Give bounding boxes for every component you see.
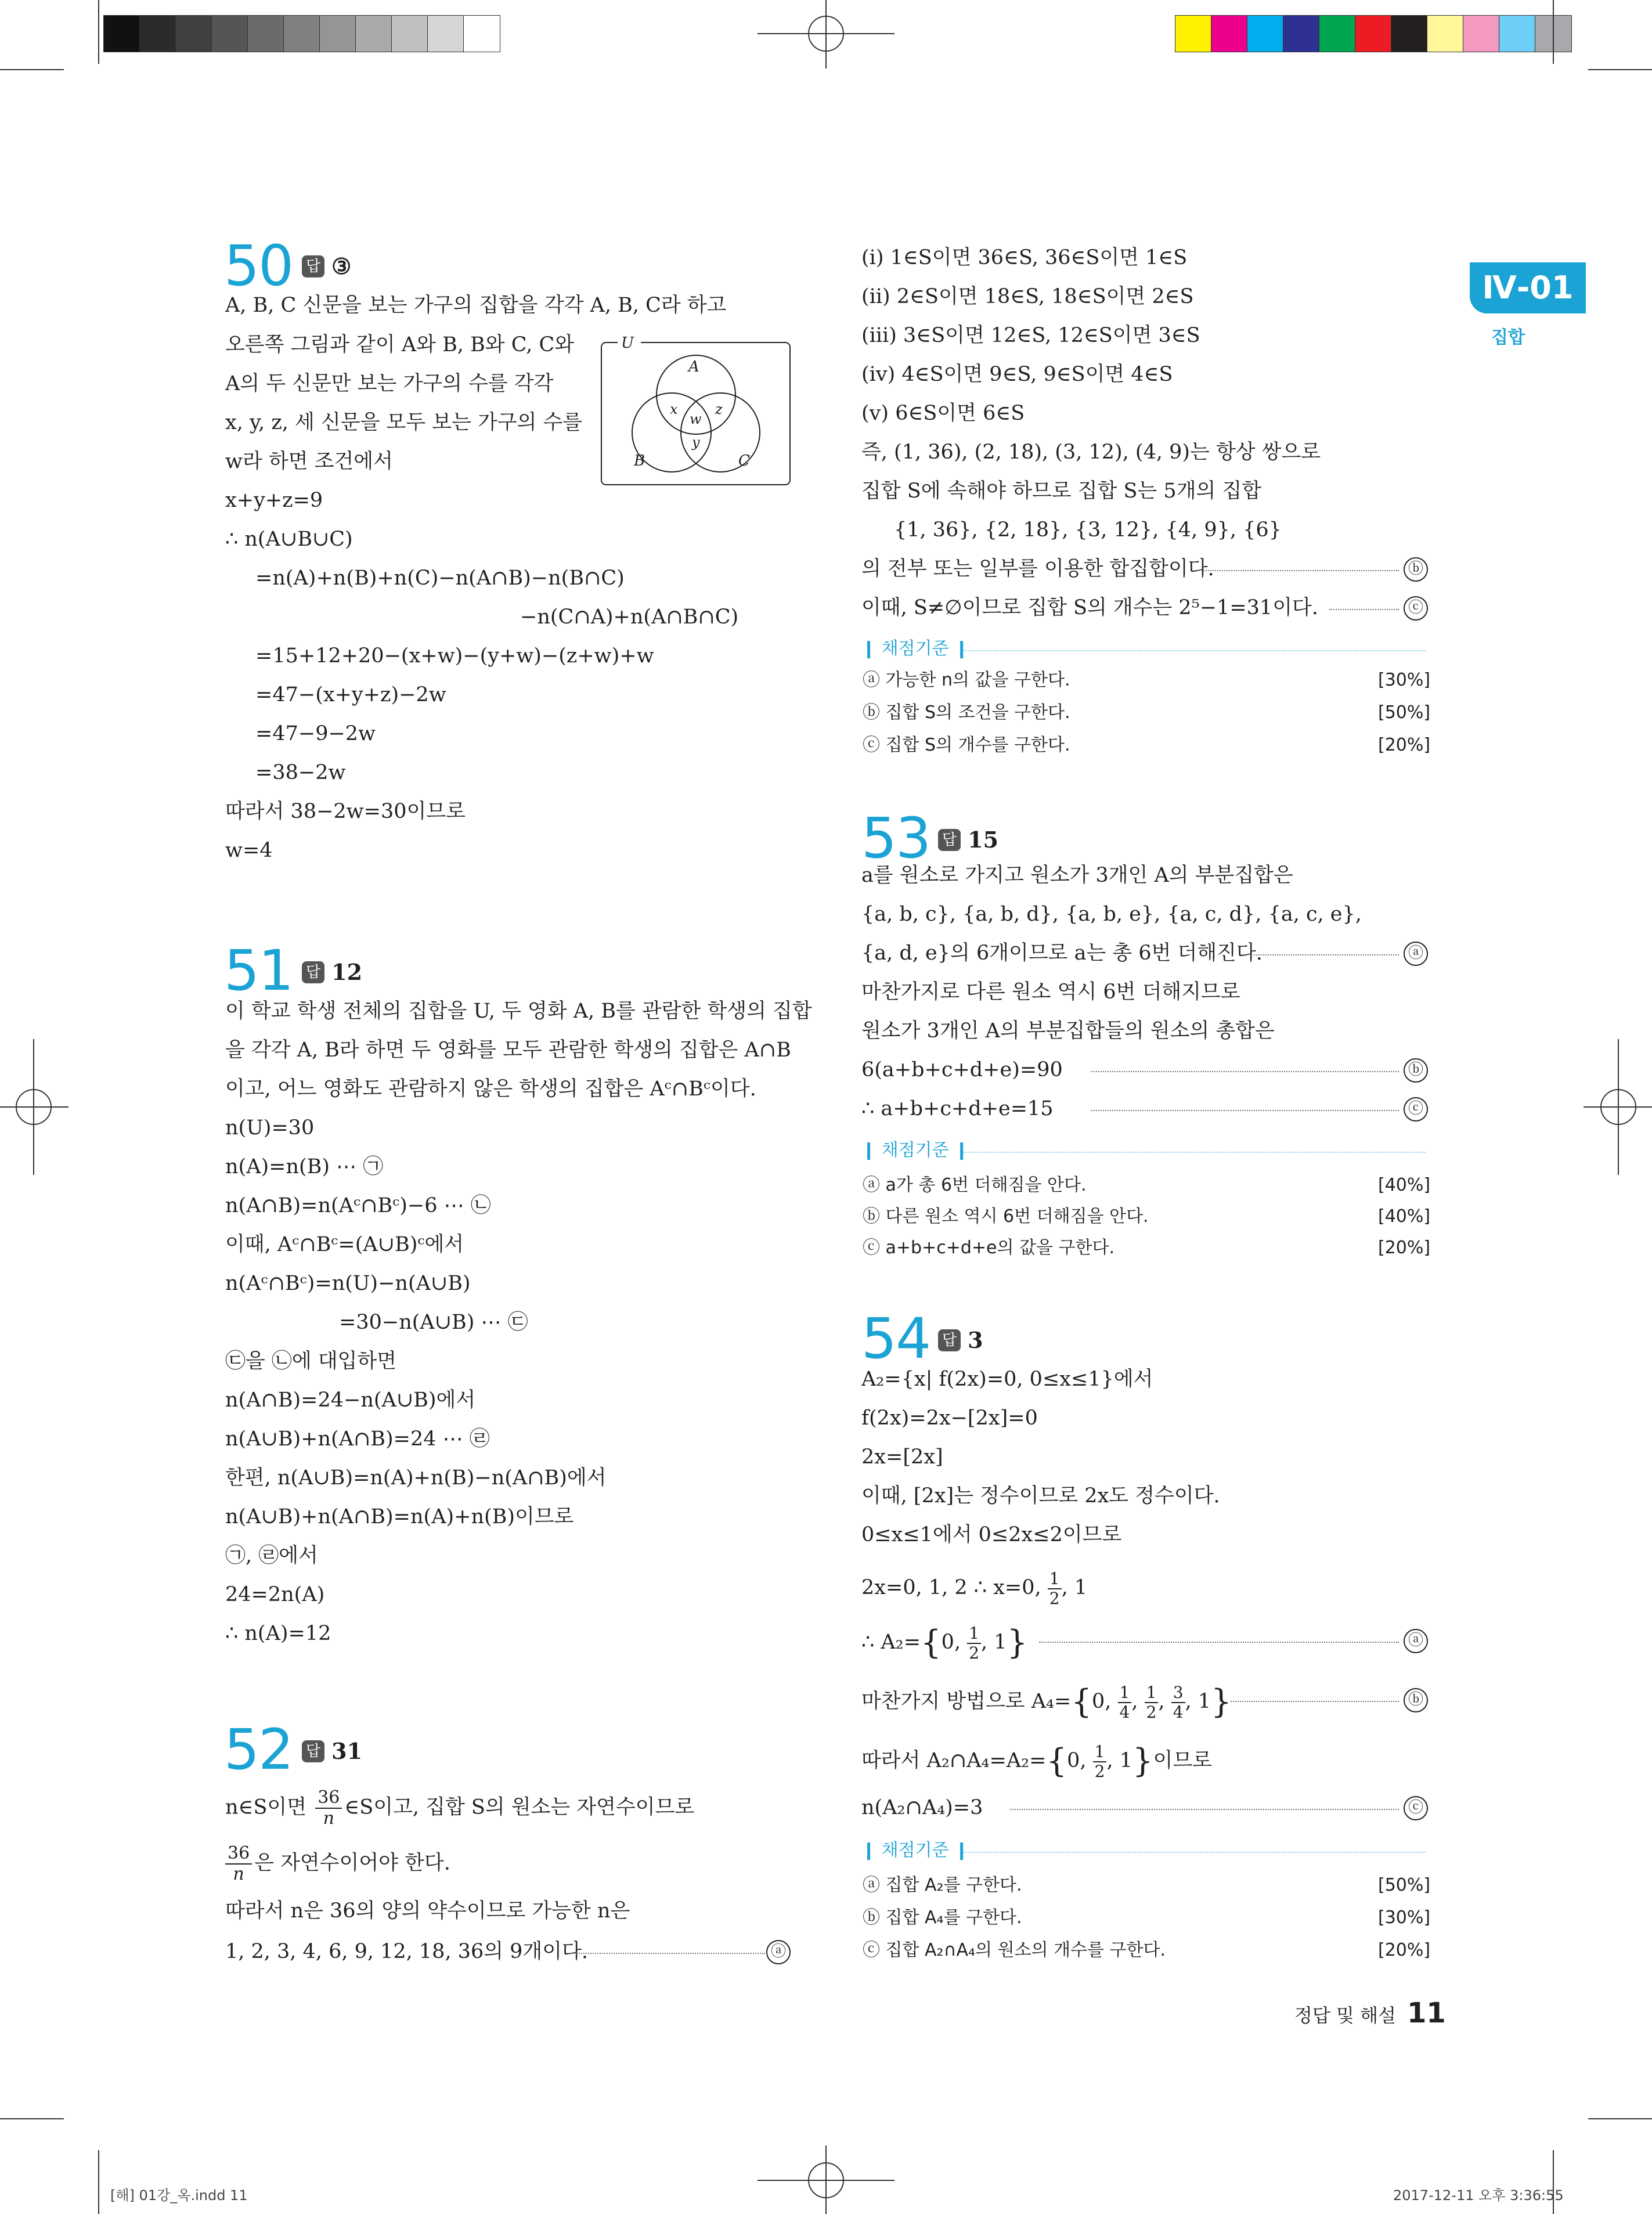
text-fragment: , 1 [1061, 1576, 1088, 1599]
step-mark: ⓑ [1404, 1688, 1428, 1712]
text-line: 집합 S에 속해야 하므로 집합 S는 5개의 집합 [861, 479, 1262, 503]
grading-criteria-label: 채점기준 [881, 1840, 949, 1860]
criteria-item: ⓒ a+b+c+d+e의 값을 구한다. [863, 1238, 1114, 1258]
text-fragment: 0, [1092, 1690, 1118, 1713]
step-mark: ⓑ [1404, 1058, 1428, 1083]
text-fragment: , 1 [1106, 1749, 1132, 1772]
text-line: n(Aᶜ∩Bᶜ)=n(U)−n(A∪B) [225, 1272, 471, 1295]
text-line: x+y+z=9 [225, 489, 323, 512]
grading-criteria-title: ❙ 채점기준 ❙ [861, 1840, 969, 1860]
text-line: 한편, n(A∪B)=n(A)+n(B)−n(A∩B)에서 [225, 1466, 607, 1490]
leader-dots [568, 1953, 765, 1954]
grading-criteria-title: ❙ 채점기준 ❙ [861, 639, 969, 659]
leader-dots [1091, 1110, 1399, 1111]
fraction-denominator: n [323, 1808, 334, 1829]
answer-badge: 답 [938, 1329, 961, 1351]
criteria-item: ⓒ 집합 S의 개수를 구한다. [863, 735, 1070, 755]
text-line: 마찬가지로 다른 원소 역시 6번 더해지므로 [861, 980, 1240, 1004]
text-line: n(A∪B)+n(A∩B)=n(A)+n(B)이므로 [225, 1505, 574, 1528]
page-number: 11 [1407, 1997, 1446, 2029]
text-fragment: ∴ A₂= [861, 1631, 921, 1654]
step-mark: ⓑ [1404, 557, 1428, 582]
criteria-item: ⓑ 집합 S의 조건을 구한다. [863, 702, 1070, 723]
text-line: 이때, S≠∅이므로 집합 S의 개수는 2⁵−1=31이다. [861, 596, 1318, 619]
fraction-numerator: 36 [315, 1788, 342, 1809]
criteria-percent: [20%] [1378, 735, 1431, 755]
leader-dots [1091, 1071, 1399, 1072]
criteria-percent: [40%] [1378, 1206, 1431, 1227]
text-line: ㉠, ㉣에서 [225, 1544, 318, 1567]
criteria-item: ⓒ 집합 A₂∩A₄의 원소의 개수를 구한다. [863, 1940, 1166, 1960]
criteria-divider [964, 650, 1426, 651]
answer-badge: 답 [302, 255, 324, 277]
problem-number: 51 [224, 938, 293, 1003]
venn-diagram [600, 337, 792, 486]
fraction-denominator: 2 [969, 1643, 980, 1663]
problem-number: 54 [861, 1306, 930, 1371]
fraction-numerator: 1 [1093, 1743, 1107, 1762]
text-line: 원소가 3개인 A의 부분집합들의 원소의 총합은 [861, 1019, 1275, 1043]
text-line: −n(C∩A)+n(A∩B∩C) [520, 605, 739, 629]
text-line: 따라서 n은 36의 양의 약수이므로 가능한 n은 [225, 1899, 630, 1923]
text-fragment: 따라서 A₂∩A₄=A₂= [861, 1749, 1047, 1772]
text-line: 2x=[2x] [861, 1445, 943, 1469]
criteria-percent: [20%] [1378, 1238, 1431, 1258]
fraction [315, 1788, 342, 1829]
criteria-percent: [30%] [1378, 1907, 1431, 1928]
text-line: (ⅴ) 6∈S이면 6∈S [861, 402, 1025, 425]
grading-criteria-label: 채점기준 [881, 639, 949, 659]
criteria-percent: [20%] [1378, 1940, 1431, 1960]
text-line: 오른쪽 그림과 같이 A와 B, B와 C, C와 [225, 333, 575, 356]
criteria-divider [964, 1152, 1426, 1153]
venn-label-z: z [715, 401, 723, 417]
text-line: 마찬가지 방법으로 A₄={0, $\frac{1}{4}$ , $\frac{1}{2}$ , $\frac{3}{4}$ , 1} [861, 1682, 1232, 1722]
answer-value: ③ [331, 253, 352, 279]
text-line: {1, 36}, {2, 18}, {3, 12}, {4, 9}, {6} [894, 518, 1282, 542]
criteria-item: ⓐ a가 총 6번 더해짐을 안다. [863, 1175, 1087, 1195]
venn-label-U: U [621, 337, 634, 352]
step-mark: ⓒ [1404, 596, 1428, 621]
venn-label-A: A [688, 358, 699, 376]
text-line: a를 원소로 가지고 원소가 3개인 A의 부분집합은 [861, 864, 1293, 887]
text-line: 따라서 38−2w=30이므로 [225, 800, 466, 823]
text-line [225, 1788, 694, 1829]
fraction [1171, 1683, 1185, 1722]
fraction-numerator: 3 [1171, 1683, 1185, 1703]
text-line: x, y, z, 세 신문을 모두 보는 가구의 수를 [225, 411, 583, 434]
criteria-item: ⓑ 집합 A₄를 구한다. [863, 1907, 1022, 1928]
text-line: ㉢을 ㉡에 대입하면 [225, 1350, 397, 1373]
text-line: n(A∩B)=24−n(A∪B)에서 [225, 1389, 476, 1412]
text-line: 을 각각 A, B라 하면 두 영화를 모두 관람한 학생의 집합은 A∩B [225, 1039, 791, 1062]
text-line: ∴ n(A)=12 [225, 1622, 331, 1645]
text-line: A의 두 신문만 보는 가구의 수를 각각 [225, 372, 554, 395]
text-line: ∴ a+b+c+d+e=15 [861, 1097, 1054, 1120]
chapter-tab-subtitle: 집합 [1491, 327, 1525, 348]
answer-badge: 답 [938, 829, 961, 851]
text-fragment: n∈S이면 [225, 1795, 313, 1819]
print-timestamp: 2017-12-11 오후 3:36:55 [1393, 2187, 1564, 2204]
text-line: n(A∩B)=n(Aᶜ∩Bᶜ)−6 ⋯ ㉡ [225, 1194, 491, 1217]
text-line: 6(a+b+c+d+e)=90 [861, 1058, 1063, 1081]
text-line: A₂={x| f(2x)=0, 0≤x≤1}에서 [861, 1368, 1153, 1391]
answer-label [302, 253, 351, 279]
criteria-item: ⓑ 다른 원소 역시 6번 더해짐을 안다. [863, 1206, 1149, 1227]
text-line: ∴ A₂={0, $\frac{1}{2}$ , 1} [861, 1623, 1028, 1663]
text-fragment: 은 자연수이어야 한다. [254, 1851, 450, 1875]
answer-value: 31 [331, 1738, 363, 1764]
leader-dots [1039, 1642, 1399, 1643]
text-line: 이고, 어느 영화도 관람하지 않은 학생의 집합은 Aᶜ∩Bᶜ이다. [225, 1077, 756, 1101]
text-line: 24=2n(A) [225, 1583, 325, 1606]
text-line: w라 하면 조건에서 [225, 450, 393, 473]
leader-dots [1231, 1701, 1399, 1702]
text-line: f(2x)=2x−[2x]=0 [861, 1407, 1038, 1430]
fraction-denominator: 4 [1119, 1702, 1130, 1722]
text-fragment: 0, [941, 1631, 968, 1654]
grading-criteria-label: 채점기준 [881, 1140, 949, 1160]
answer-value: 12 [331, 959, 363, 985]
leader-dots [1202, 570, 1399, 571]
step-mark: ⓐ [1404, 1629, 1428, 1653]
answer-badge: 답 [302, 961, 324, 983]
text-fragment: 이므로 [1153, 1749, 1213, 1772]
problem-number: 53 [861, 806, 930, 871]
leader-dots [1010, 1809, 1399, 1810]
fraction-numerator: 36 [225, 1844, 252, 1865]
text-line: n(A∪B)+n(A∩B)=24 ⋯ ㉣ [225, 1427, 490, 1451]
fraction-denominator: 2 [1094, 1761, 1105, 1781]
fraction [225, 1844, 252, 1884]
text-fragment: 0, [1067, 1749, 1093, 1772]
text-line: w=4 [225, 839, 273, 862]
text-line: ∴ n(A∪B∪C) [225, 528, 353, 551]
criteria-item: ⓐ 집합 A₂를 구한다. [863, 1875, 1022, 1895]
text-line: A, B, C 신문을 보는 가구의 집합을 각각 A, B, C라 하고 [225, 294, 727, 317]
step-mark: ⓐ [766, 1940, 791, 1964]
answer-value: 15 [968, 827, 999, 853]
fraction [967, 1624, 981, 1663]
criteria-percent: [40%] [1378, 1175, 1431, 1195]
text-fragment: 2x=0, 1, 2 ∴ x=0, [861, 1576, 1048, 1599]
fraction-denominator: 4 [1173, 1702, 1184, 1722]
criteria-percent: [50%] [1378, 1875, 1431, 1895]
text-line: n(A)=n(B) ⋯ ㉠ [225, 1155, 384, 1178]
file-slug: [해] 01강_옥.indd 11 [110, 2187, 248, 2204]
text-line: (ⅱ) 2∈S이면 18∈S, 18∈S이면 2∈S [861, 285, 1194, 308]
venn-label-B: B [634, 452, 645, 470]
step-mark: ⓒ [1404, 1097, 1428, 1122]
criteria-item: ⓐ 가능한 n의 값을 구한다. [863, 670, 1070, 690]
text-fragment: , 1 [1185, 1690, 1211, 1713]
text-line: 의 전부 또는 일부를 이용한 합집합이다. [861, 557, 1214, 580]
fraction [1048, 1570, 1062, 1608]
answer-label [938, 827, 998, 853]
answer-value: 3 [968, 1327, 983, 1353]
text-fragment: , 1 [981, 1631, 1007, 1654]
text-fragment: ∈S이고, 집합 S의 원소는 자연수이므로 [344, 1795, 695, 1819]
text-line: 즉, (1, 36), (2, 18), (3, 12), (4, 9)는 항상 쌍으로 [861, 441, 1321, 464]
fraction [1118, 1683, 1132, 1722]
answer-label [302, 1738, 362, 1764]
text-line: n(A₂∩A₄)=3 [861, 1796, 983, 1819]
text-line: =47−(x+y+z)−2w [255, 683, 446, 706]
text-line: {a, b, c}, {a, b, d}, {a, b, e}, {a, c, d}, {a, c, e}, [861, 903, 1362, 926]
venn-label-C: C [738, 452, 750, 470]
fraction-denominator: n [233, 1864, 244, 1884]
footer-section-label: 정답 및 해설 [1294, 2004, 1396, 2027]
text-line: (ⅰ) 1∈S이면 36∈S, 36∈S이면 1∈S [861, 246, 1188, 269]
fraction [1093, 1743, 1107, 1781]
criteria-percent: [50%] [1378, 702, 1431, 723]
text-line: =15+12+20−(x+w)−(y+w)−(z+w)+w [255, 644, 654, 668]
answer-badge: 답 [302, 1740, 324, 1762]
chapter-tab: Ⅳ-01 [1470, 262, 1586, 313]
text-line: (ⅲ) 3∈S이면 12∈S, 12∈S이면 3∈S [861, 324, 1200, 347]
text-line: =47−9−2w [255, 722, 376, 745]
text-line: =30−n(A∪B) ⋯ ㉢ [339, 1311, 528, 1334]
answer-label [302, 959, 362, 985]
grading-criteria-title: ❙ 채점기준 ❙ [861, 1140, 969, 1160]
fraction [1145, 1683, 1159, 1722]
step-mark: ⓒ [1404, 1796, 1428, 1820]
leader-dots [1329, 609, 1399, 610]
text-line: =n(A)+n(B)+n(C)−n(A∩B)−n(B∩C) [255, 567, 625, 590]
text-line: =38−2w [255, 761, 346, 784]
problem-number: 50 [224, 233, 293, 298]
text-line: (ⅳ) 4∈S이면 9∈S, 9∈S이면 4∈S [861, 363, 1173, 386]
venn-label-w: w [690, 411, 702, 427]
text-fragment: 마찬가지 방법으로 A₄= [861, 1690, 1072, 1713]
problem-number: 52 [224, 1717, 293, 1782]
venn-label-x: x [670, 401, 678, 417]
criteria-divider [964, 1852, 1426, 1853]
fraction-numerator: 1 [1118, 1683, 1132, 1703]
text-line [861, 1567, 1087, 1608]
text-line: {a, d, e}의 6개이므로 a는 총 6번 더해진다. [861, 942, 1263, 965]
fraction-numerator: 1 [1048, 1570, 1062, 1589]
text-line: 이때, [2x]는 정수이므로 2x도 정수이다. [861, 1484, 1220, 1508]
criteria-percent: [30%] [1378, 670, 1431, 690]
text-line: 0≤x≤1에서 0≤2x≤2이므로 [861, 1523, 1122, 1546]
text-line: 이 학교 학생 전체의 집합을 U, 두 영화 A, B를 관람한 학생의 집합 [225, 1000, 812, 1023]
text-line: 1, 2, 3, 4, 6, 9, 12, 18, 36의 9개이다. [225, 1940, 588, 1963]
fraction-denominator: 2 [1049, 1588, 1060, 1608]
leader-dots [1254, 954, 1399, 955]
fraction-numerator: 1 [1145, 1683, 1159, 1703]
text-line: 이때, Aᶜ∩Bᶜ=(A∪B)ᶜ에서 [225, 1233, 464, 1256]
answer-label [938, 1327, 983, 1353]
text-line [225, 1844, 450, 1884]
step-mark: ⓐ [1404, 942, 1428, 966]
text-line: 따라서 A₂∩A₄=A₂={0, $\frac{1}{2}$ , 1}이므로 [861, 1741, 1213, 1781]
venn-label-y: y [692, 434, 700, 450]
fraction-denominator: 2 [1146, 1702, 1157, 1722]
text-line: n(U)=30 [225, 1116, 315, 1140]
fraction-numerator: 1 [967, 1624, 981, 1644]
